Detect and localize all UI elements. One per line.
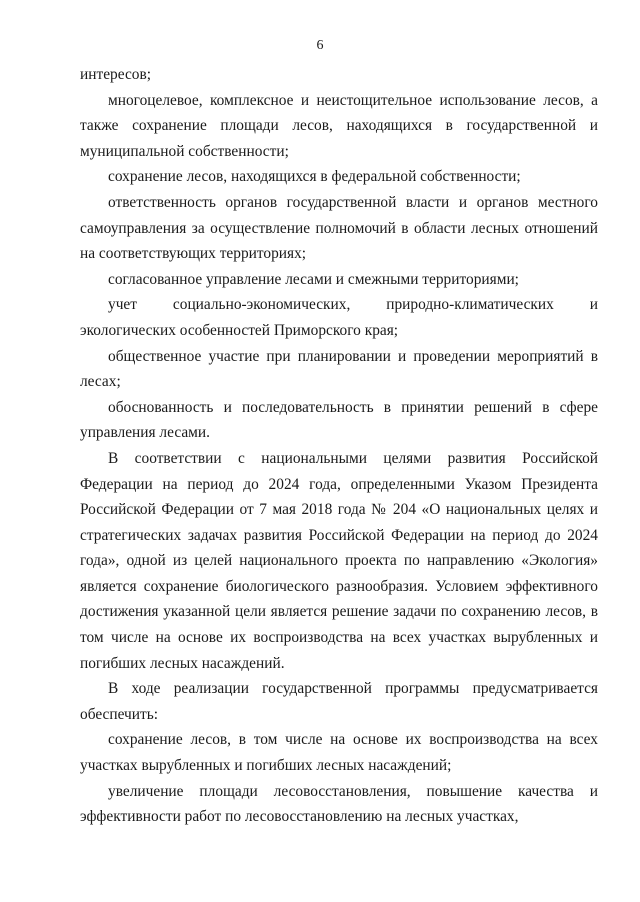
document-body — [80, 62, 598, 830]
paragraph: интересов; — [80, 66, 152, 83]
paragraph: общественное участие при планировании и проведении мероприятий в лесах; — [80, 347, 598, 391]
paragraph: обоснованность и последовательность в принятии решений в сфере управления лесами. — [80, 398, 598, 442]
paragraph: ответственность органов государственной власти и органов местного самоуправления за осуществление полномочий в области лесных отношений на соответствующих территориях; — [80, 193, 598, 263]
page-number: 6 — [316, 38, 324, 53]
paragraph: многоцелевое, комплексное и неистощительное использование лесов, а также сохранение площади лесов, находящихся в государственной и муниципальной собственности; — [80, 91, 598, 160]
paragraph: увеличение площади лесовосстановления, повышение качества и эффективности работ по лесовосстановлению на лесных участках, — [80, 782, 598, 826]
paragraph: согласованное управление лесами и смежными территориями; — [108, 270, 519, 288]
paragraph: учет социально-экономических, природно-климатических и экологических особенностей Приморского края; — [80, 296, 598, 339]
paragraph: сохранение лесов, в том числе на основе их воспроизводства на всех участках вырубленных и погибших лесных насаждений; — [80, 731, 598, 775]
paragraph: В ходе реализации государственной программы предусматривается обеспечить: — [80, 680, 598, 723]
paragraph: сохранение лесов, находящихся в федеральной собственности; — [108, 168, 521, 186]
paragraph: В соответствии с национальными целями развития Российской Федерации на период до 2024 года, определенными Указом Президента Российской Федерации от 7 мая 2018 года № 204 «О национальных целях и стратегических задачах развития Российской Федерации на период до 2024 года», одной из целей национального проекта по направлению «Экология» является сохранение биологического разнообразия. Условием эффективного достижения указанной цели является решение задачи по сохранению лесов, в том числе на основе их воспроизводства на всех участках вырубленных и погибших лесных насаждений. — [80, 449, 598, 672]
